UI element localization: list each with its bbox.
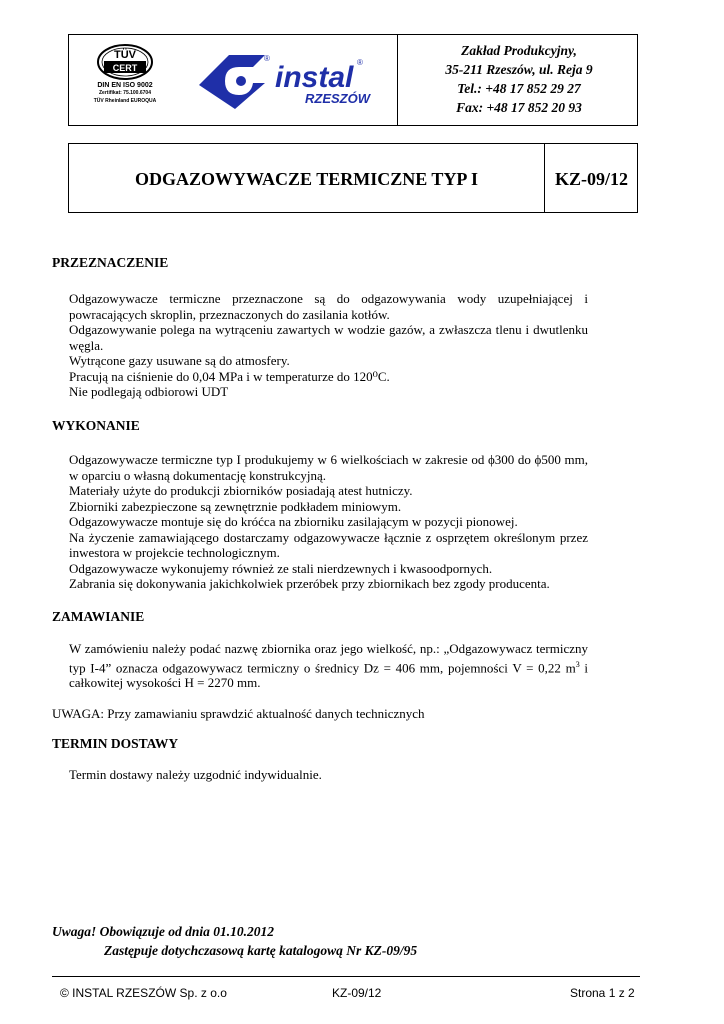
paragraph-line: Pracują na ciśnienie do 0,04 MPa i w temperaturze do 120⁰C. [69, 368, 390, 384]
paragraph-line: Nie podlegają odbiorowi UDT [69, 384, 229, 399]
paragraph-line: Odgazowywacze termiczne typ I produkujemy w 6 wielkościach w zakresie od ϕ300 do ϕ500 mm, w oparciu o własną dokumentację konstrukcyjną. [69, 452, 588, 483]
document-title: ODGAZOWYWACZE TERMICZNE TYP I [135, 169, 478, 189]
header-divider [397, 35, 398, 125]
validity-line-1: Uwaga! Obowiązuje od dnia 01.10.2012 [52, 924, 275, 939]
heading-przeznaczenie: PRZEZNACZENIE [52, 255, 169, 270]
company-address [399, 41, 639, 117]
paragraph-line: Odgazowywacze montuje się do króćca na zbiorniku zasilającym w pozycji pionowej. [69, 514, 518, 529]
paragraph-line: Wytrącone gazy usuwane są do atmosfery. [69, 353, 290, 368]
footer-page-number: Strona 1 z 2 [570, 986, 635, 1000]
header-box [68, 34, 638, 126]
footer-code: KZ-09/12 [332, 986, 382, 1000]
tuv-certification-badge [83, 43, 167, 119]
order-note: UWAGA: Przy zamawianiu sprawdzić aktualność danych technicznych [52, 706, 425, 721]
heading-wykonanie: WYKONANIE [52, 418, 140, 433]
footer-divider [52, 976, 640, 977]
logo-city: RZESZÓW [305, 91, 370, 106]
heading-termin-dostawy: TERMIN DOSTAWY [52, 736, 179, 751]
footer-company: © INSTAL RZESZÓW Sp. z o.o [60, 986, 227, 1000]
paragraph-line: Zbiorniki zabezpieczone są zewnętrznie podkładem miniowym. [69, 498, 402, 514]
order-text-sup: 3 [575, 659, 580, 669]
paragraph-line: Odgazowywacze termiczne przeznaczone są do odgazowywania wody uzupełniającej i powracających skroplin, przeznaczonych do zasilania kotłów. [69, 291, 588, 322]
paragraph-line: Materiały użyte do produkcji zbiorników posiadają atest hutniczy. [69, 483, 413, 498]
paragraph-line: Na życzenie zamawiającego dostarczamy odgazowywacze łącznie z osprzętem określonym przez inwestora w projekcie technologicznym. [69, 529, 588, 560]
section-wykonanie [69, 452, 588, 592]
order-text-after: i całkowitej wysokości H = 2270 mm. [69, 659, 588, 691]
address-fax: Fax: +48 17 852 20 93 [456, 100, 582, 115]
section-termin-dostawy [69, 767, 588, 783]
address-phone: Tel.: +48 17 852 29 27 [457, 81, 581, 96]
tuv-badge-top: TÜV [114, 49, 136, 61]
title-box [68, 143, 638, 213]
order-text-before: W zamówieniu należy podać nazwę zbiornika oraz jego wielkość, np.: „Odgazowywacz termiczny typ I-4” oznacza odgazowywacz termiczny o średnicy Dz = 406 mm, pojemności V = 0,22 m [69, 641, 588, 675]
validity-line-2: Zastępuje dotychczasową kartę katalogową Nr KZ-09/95 [104, 943, 418, 958]
certification-standard: DIN EN ISO 9002 [97, 82, 153, 89]
tuv-cert-icon [96, 43, 154, 81]
logo-name: instal [275, 61, 354, 94]
logo-mark: ® [264, 54, 270, 63]
delivery-text: Termin dostawy należy uzgodnić indywidualnie. [69, 767, 322, 782]
validity-note [52, 922, 417, 960]
section-przeznaczenie [69, 291, 588, 400]
heading-zamawianie: ZAMAWIANIE [52, 609, 145, 624]
paragraph-line: Odgazowywacze wykonujemy również ze stali nierdzewnych i kwasoodpornych. [69, 560, 493, 576]
paragraph-line: Zabrania się dokonywania jakichkolwiek przeróbek przy zbiornikach bez zgody producenta. [69, 576, 550, 591]
address-line-2: 35-211 Rzeszów, ul. Reja 9 [445, 62, 593, 77]
section-zamawianie [69, 641, 588, 691]
certificate-number: Zertifikat: 75.100.6704 [99, 90, 151, 96]
tuv-badge-bottom: CERT [112, 63, 138, 73]
order-example [69, 641, 588, 691]
document-code: KZ-09/12 [554, 169, 628, 189]
certification-issuer: TÜV Rheinland EUROQUA [93, 98, 157, 104]
address-line-1: Zakład Produkcyjny, [461, 43, 577, 58]
instal-logo [195, 51, 393, 111]
logo-mark-2: ® [357, 58, 363, 67]
paragraph-line: Odgazowywanie polega na wytrąceniu zawartych w wodzie gazów, a zwłaszcza tlenu i dwutlenku węgla. [69, 322, 588, 353]
